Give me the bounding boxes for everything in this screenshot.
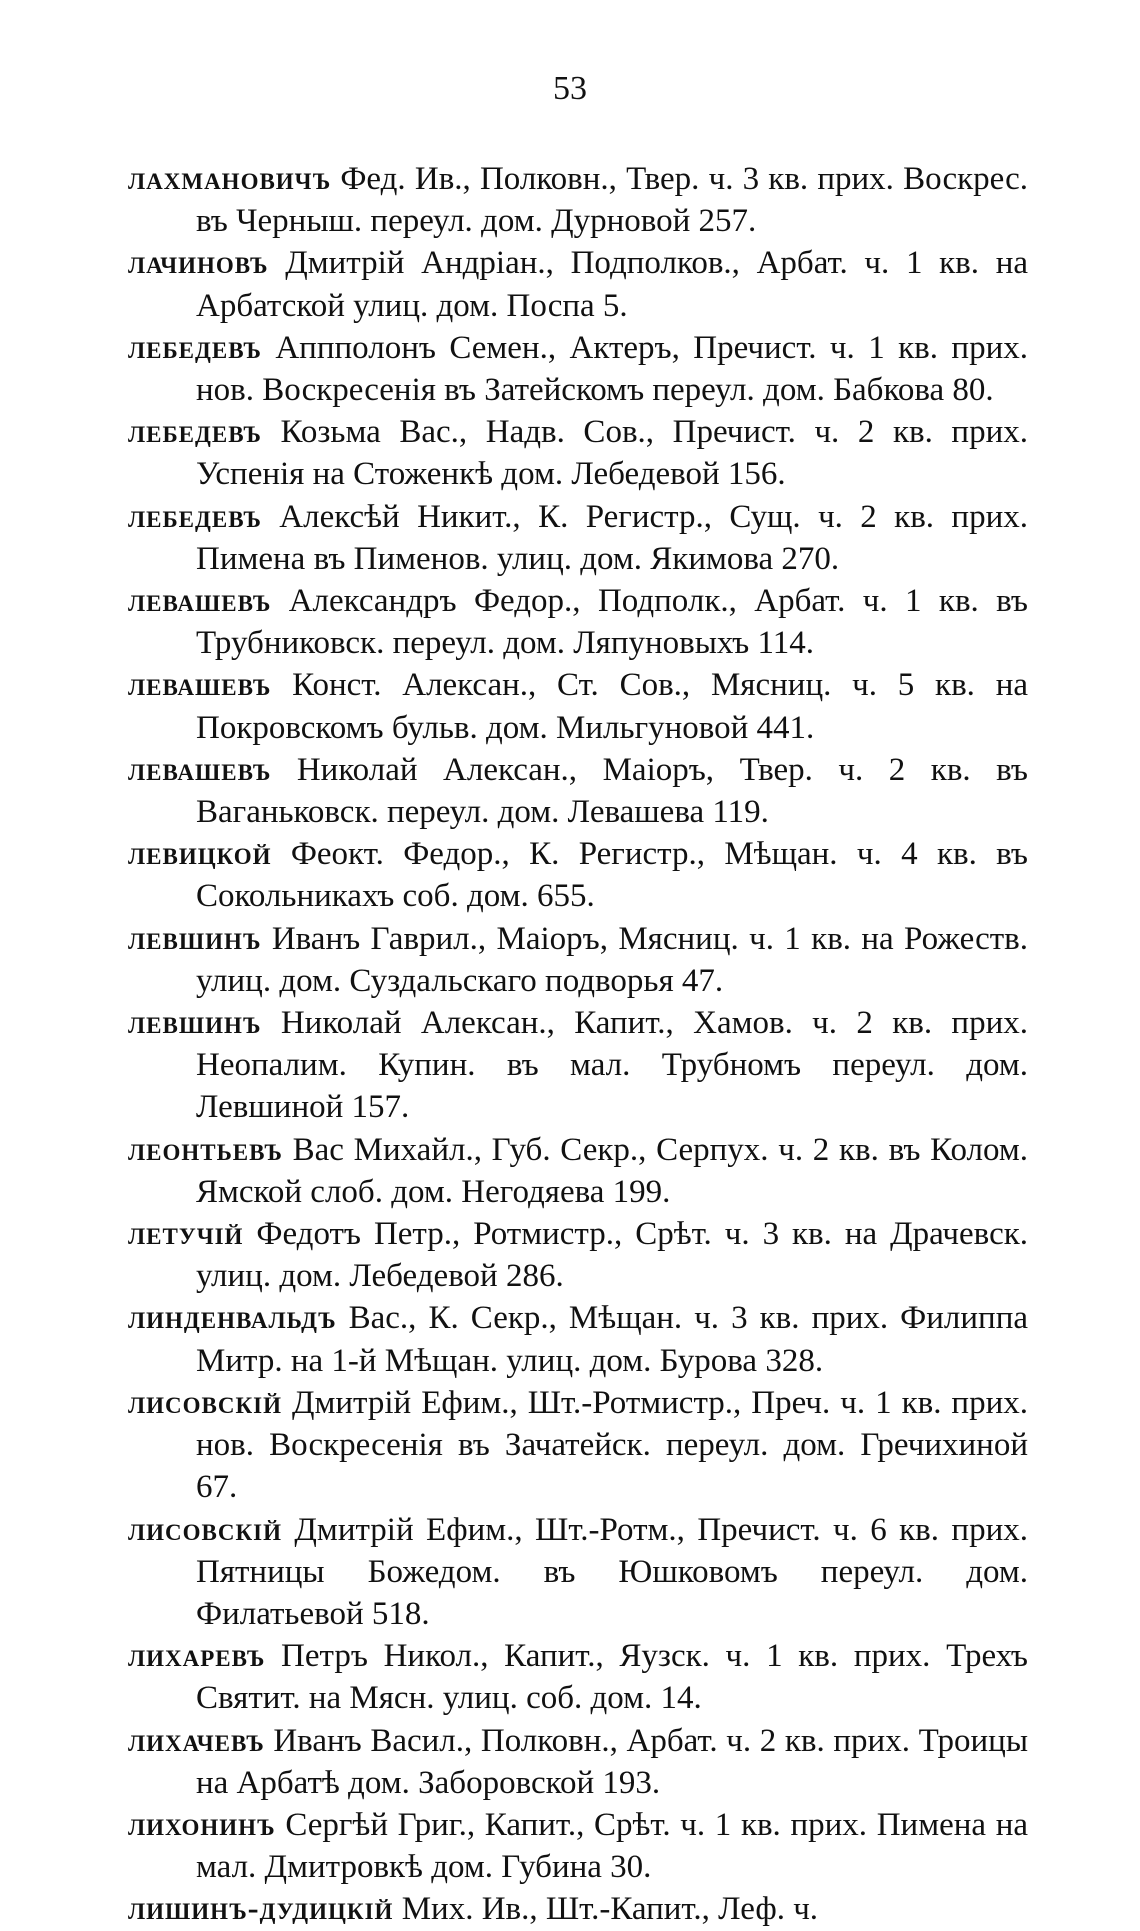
entry-details: Феокт. Федор., К. Регистр., Мѣщан. ч. 4 кв. въ Сокольникахъ соб. дом. 655. [196, 836, 1028, 915]
entry-surname: лебедевъ [128, 498, 262, 535]
entry-details: Вас., К. Секр., Мѣщан. ч. 3 кв. прих. Филиппа Митр. на 1-й Мѣщан. улиц. дом. Бурова 328. [196, 1300, 1029, 1379]
entry-surname: лишинъ-дудицкій [128, 1891, 394, 1928]
entry-surname: левашевъ [128, 583, 272, 620]
entry-surname: левицкой [128, 836, 272, 873]
entry-surname: лебедевъ [128, 414, 262, 451]
entry-details: Александръ Федор., Подполк., Арбат. ч. 1 кв. въ Трубниковск. переул. дом. Ляпуновыхъ 114. [196, 583, 1028, 662]
entry-surname: левашевъ [128, 751, 272, 788]
entry-details: Вас Михайл., Губ. Секр., Серпух. ч. 2 кв. въ Колом. Ямской слоб. дом. Негодяева 199. [196, 1131, 1029, 1210]
entry-details: Дмитрій Ефим., Шт.-Ротмистр., Преч. ч. 1 кв. прих. нов. Воскресенія въ Зачатейск. переул. дом. Гречихиной 67. [196, 1384, 1029, 1506]
directory-entry [128, 833, 1028, 917]
directory-entry [128, 1129, 1028, 1213]
directory-entry [128, 580, 1028, 664]
entry-details: Фед. Ив., Полковн., Твер. ч. 3 кв. прих. Воскрес. въ Черныш. переул. дом. Дурновой 257. [196, 161, 1028, 240]
entry-details: Николай Алексан., Маіоръ, Твер. ч. 2 кв. въ Ваганьковск. переул. дом. Левашева 119. [196, 751, 1029, 831]
directory-entry [128, 1297, 1028, 1381]
entry-details: Алексѣй Никит., К. Регистр., Сущ. ч. 2 кв. прих. Пимена въ Пименов. улиц. дом. Якимова 270. [196, 498, 1028, 577]
entry-surname: лисовскій [128, 1511, 282, 1548]
entry-details: Дмитрій Ефим., Шт.-Ротм., Пречист. ч. 6 кв. прих. Пятницы Божедом. въ Юшковомъ переул. дом. Филатьевой 518. [196, 1511, 1028, 1632]
entry-details: Иванъ Гаврил., Маіоръ, Мясниц. ч. 1 кв. на Рожеств. улиц. дом. Суздальскаго подворья 47. [196, 920, 1028, 999]
entry-surname: лихаревъ [128, 1638, 266, 1675]
entry-details: Мих. Ив., Шт.-Капит., Леф. ч. [401, 1891, 819, 1928]
entry-details: Сергѣй Григ., Капит., Срѣт. ч. 1 кв. прих. Пимена на мал. Дмитровкѣ дом. Губина 30. [196, 1806, 1029, 1886]
directory-entry [128, 411, 1028, 495]
directory-entry [128, 1888, 1028, 1930]
entry-details: Козьма Вас., Надв. Сов., Пречист. ч. 2 кв. прих. Успенія на Стоженкѣ дом. Лебедевой 156. [196, 414, 1028, 493]
directory-entry [128, 496, 1028, 580]
entry-surname: левшинъ [128, 1005, 262, 1042]
directory-entry [128, 664, 1028, 748]
directory-entry [128, 918, 1028, 1002]
entry-details: Дмитрій Андріан., Подполков., Арбат. ч. 1 кв. на Арбатской улиц. дом. Поспа 5. [196, 245, 1029, 324]
entry-details: Николай Алексан., Капит., Хамов. ч. 2 кв. прих. Неопалим. Купин. въ мал. Трубномъ переул. дом. Левшиной 157. [196, 1005, 1028, 1126]
entry-surname: лахмановичъ [128, 161, 332, 197]
entry-surname: лихачевъ [128, 1722, 265, 1759]
directory-entry [128, 1720, 1028, 1804]
entry-details: Петръ Никол., Капит., Яузск. ч. 1 кв. прих. Трехъ Святит. на Мясн. улиц. соб. дом. 14. [196, 1638, 1028, 1717]
entry-details: Аппполонъ Семен., Актеръ, Пречист. ч. 1 кв. прих. нов. Воскресенія въ Затейскомъ переул. дом. Бабкова 80. [196, 329, 1029, 409]
directory-entry [128, 242, 1028, 326]
entry-surname: лисовскій [128, 1384, 282, 1421]
entry-surname: левшинъ [128, 920, 262, 957]
directory-entry [128, 1213, 1028, 1297]
entry-surname: лихонинъ [128, 1806, 276, 1843]
entry-surname: леонтьевъ [128, 1131, 283, 1168]
directory-entry [128, 1509, 1028, 1636]
entry-surname: лачиновъ [128, 245, 269, 282]
directory-entry [128, 1002, 1028, 1129]
entry-surname: левашевъ [128, 667, 272, 704]
directory-entry [128, 1635, 1028, 1719]
entry-surname: лебедевъ [128, 329, 262, 366]
directory-entry [128, 1804, 1028, 1888]
page-number: 53 [553, 70, 587, 107]
directory-entry [128, 327, 1028, 411]
entry-surname: линденвальдъ [128, 1300, 337, 1337]
entry-details: Иванъ Васил., Полковн., Арбат. ч. 2 кв. прих. Троицы на Арбатѣ дом. Заборовской 193. [196, 1722, 1028, 1801]
directory-entry [128, 1382, 1028, 1509]
entry-details: Конст. Алексан., Ст. Сов., Мясниц. ч. 5 кв. на Покровскомъ бульв. дом. Мильгуновой 441. [196, 667, 1029, 746]
directory-entry [128, 749, 1028, 833]
directory-entries [128, 158, 1028, 1931]
directory-entry [128, 158, 1028, 242]
entry-details: Федотъ Петр., Ротмистр., Срѣт. ч. 3 кв. на Драчевск. улиц. дом. Лебедевой 286. [196, 1216, 1028, 1295]
entry-surname: летучій [128, 1216, 244, 1253]
